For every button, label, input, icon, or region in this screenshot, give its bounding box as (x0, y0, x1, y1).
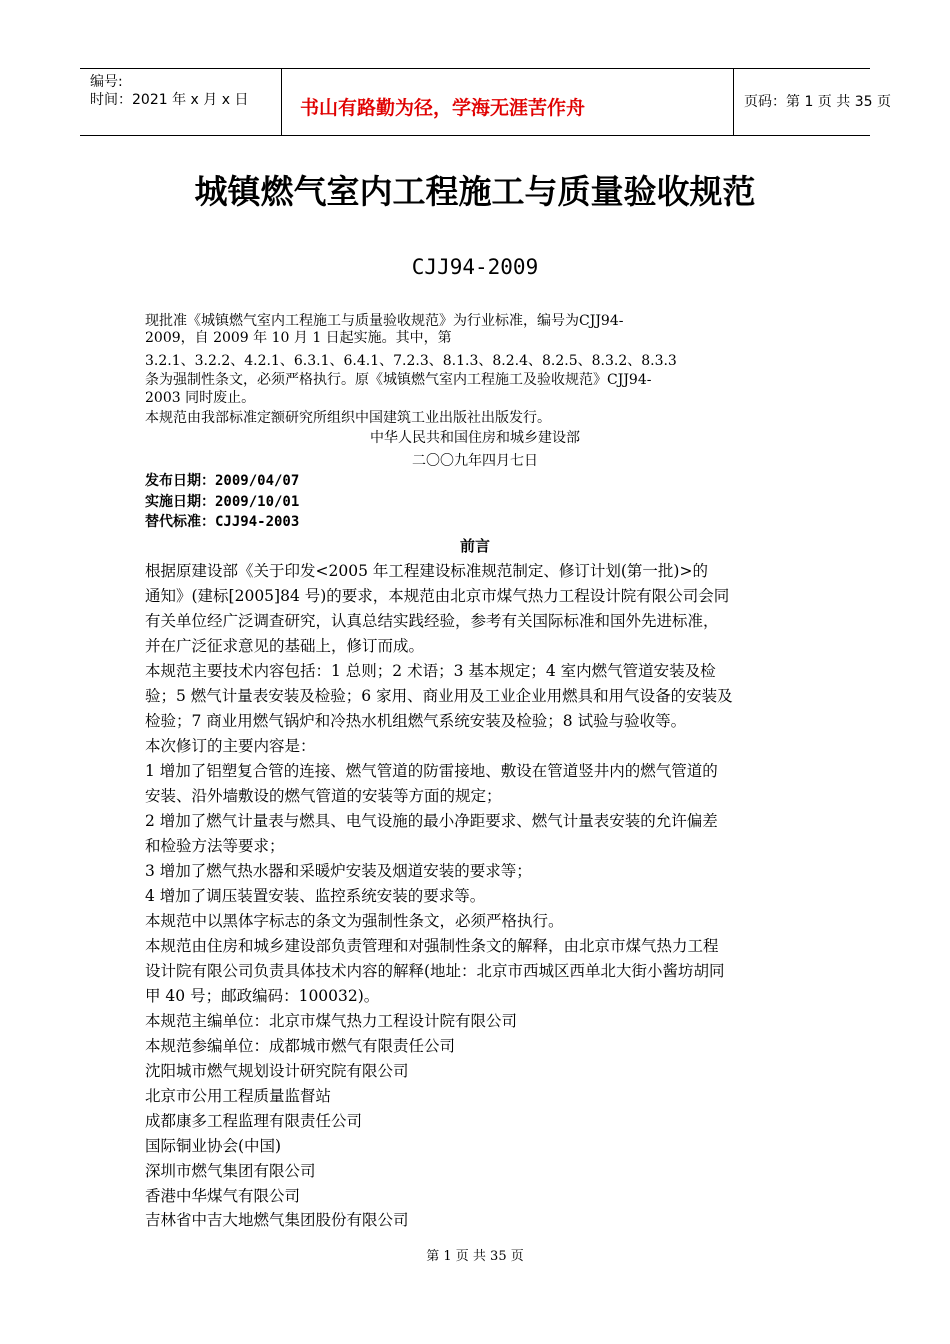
body-line: 本规范中以黑体字标志的条文为强制性条文，必须严格执行。 (145, 912, 564, 930)
meta-value: CJJ94-2003 (215, 514, 300, 530)
body-line: 沈阳城市燃气规划设计研究院有限公司 (145, 1062, 409, 1080)
body-line: 2 增加了燃气计量表与燃具、电气设施的最小净距要求、燃气计量表安装的允许偏差 (145, 812, 718, 830)
body-line: 1 增加了铝塑复合管的连接、燃气管道的防雷接地、敷设在管道竖井内的燃气管道的 (145, 762, 718, 780)
body-line: 根据原建设部《关于印发<2005 年工程建设标准规范制定、修订计划(第一批)>的 (145, 562, 708, 580)
body-line: 甲 40 号；邮政编码：100032)。 (145, 987, 380, 1005)
meta-replaced-standard (145, 514, 299, 531)
approval-line: 现批准《城镇燃气室内工程施工与质量验收规范》为行业标准，编号为CJJ94- (145, 313, 624, 329)
body-line: 检验；7 商业用燃气锅炉和冷热水机组燃气系统安装及检验；8 试验与验收等。 (145, 712, 687, 730)
body-line: 本规范参编单位：成都城市燃气有限责任公司 (145, 1037, 456, 1055)
body-line: 通知》(建标[2005]84 号)的要求，本规范由北京市煤气热力工程设计院有限公司会同 (145, 587, 730, 605)
document-title: 城镇燃气室内工程施工与质量验收规范 (194, 172, 756, 211)
document-code: CJJ94-2009 (411, 255, 539, 279)
body-line: 验；5 燃气计量表安装及检验；6 家用、商业用及工业企业用燃具和用气设备的安装及 (145, 687, 733, 705)
approval-line: 本规范由我部标准定额研究所组织中国建筑工业出版社出版发行。 (145, 410, 551, 426)
body-line: 本规范由住房和城乡建设部负责管理和对强制性条文的解释，由北京市煤气热力工程 (145, 937, 719, 955)
body-line: 和检验方法等要求； (145, 837, 285, 855)
meta-value: 2009/04/07 (215, 473, 300, 489)
approval-line: 条为强制性条文，必须严格执行。原《城镇燃气室内工程施工及验收规范》CJJ94- (145, 372, 652, 388)
header-motto-cell (282, 69, 734, 135)
meta-label: 实施日期： (145, 494, 215, 510)
approval-line: 2003 同时废止。 (145, 390, 256, 406)
body-line: 4 增加了调压装置安装、监控系统安装的要求等。 (145, 887, 486, 905)
meta-release-date (145, 473, 299, 490)
body-line: 成都康多工程监理有限责任公司 (145, 1112, 363, 1130)
header-page-cell (734, 69, 891, 135)
page-header (80, 68, 891, 136)
body-line: 国际铜业协会(中国) (145, 1137, 282, 1155)
body-line: 深圳市燃气集团有限公司 (145, 1162, 316, 1180)
body-line: 本规范主编单位：北京市煤气热力工程设计院有限公司 (145, 1012, 518, 1030)
body-line: 吉林省中吉大地燃气集团股份有限公司 (145, 1211, 409, 1229)
body-line: 设计院有限公司负责具体技术内容的解释(地址：北京市西城区西单北大街小酱坊胡同 (145, 962, 725, 980)
page-footer: 第 1 页 共 35 页 (426, 1249, 524, 1264)
meta-label: 发布日期： (145, 473, 215, 489)
body-line: 有关单位经广泛调查研究，认真总结实践经验，参考有关国际标准和国外先进标准， (145, 612, 719, 630)
preface-title: 前言 (459, 537, 490, 555)
approval-line: 2009，自 2009 年 10 月 1 日起实施。其中，第 (145, 330, 452, 346)
body-line: 香港中华煤气有限公司 (145, 1187, 301, 1205)
body-line: 北京市公用工程质量监督站 (145, 1087, 332, 1105)
body-line: 并在广泛征求意见的基础上，修订而成。 (145, 637, 425, 655)
body-line: 本规范主要技术内容包括：1 总则；2 术语；3 基本规定；4 室内燃气管道安装及检 (145, 662, 716, 680)
meta-value: 2009/10/01 (215, 494, 300, 510)
issue-date: 二〇〇九年四月七日 (412, 453, 538, 469)
body-line: 3 增加了燃气热水器和采暖炉安装及烟道安装的要求等； (145, 862, 532, 880)
time-label: 时间：2021 年 x 月 x 日 (90, 92, 249, 108)
page-label: 页码：第 1 页 共 35 页 (744, 94, 891, 110)
motto-text: 书山有路勤为径，学海无涯苦作舟 (300, 97, 586, 119)
issuer: 中华人民共和国住房和城乡建设部 (370, 430, 580, 446)
header-left-cell (80, 69, 282, 135)
body-line: 本次修订的主要内容是： (145, 737, 316, 755)
meta-label: 替代标准： (145, 514, 215, 530)
number-label: 编号: (90, 74, 123, 90)
meta-effective-date (145, 494, 299, 511)
approval-line: 3.2.1、3.2.2、4.2.1、6.3.1、6.4.1、7.2.3、8.1.3、8.2.4、8.2.5、8.3.2、8.3.3 (145, 353, 677, 369)
body-line: 安装、沿外墙敷设的燃气管道的安装等方面的规定； (145, 787, 502, 805)
